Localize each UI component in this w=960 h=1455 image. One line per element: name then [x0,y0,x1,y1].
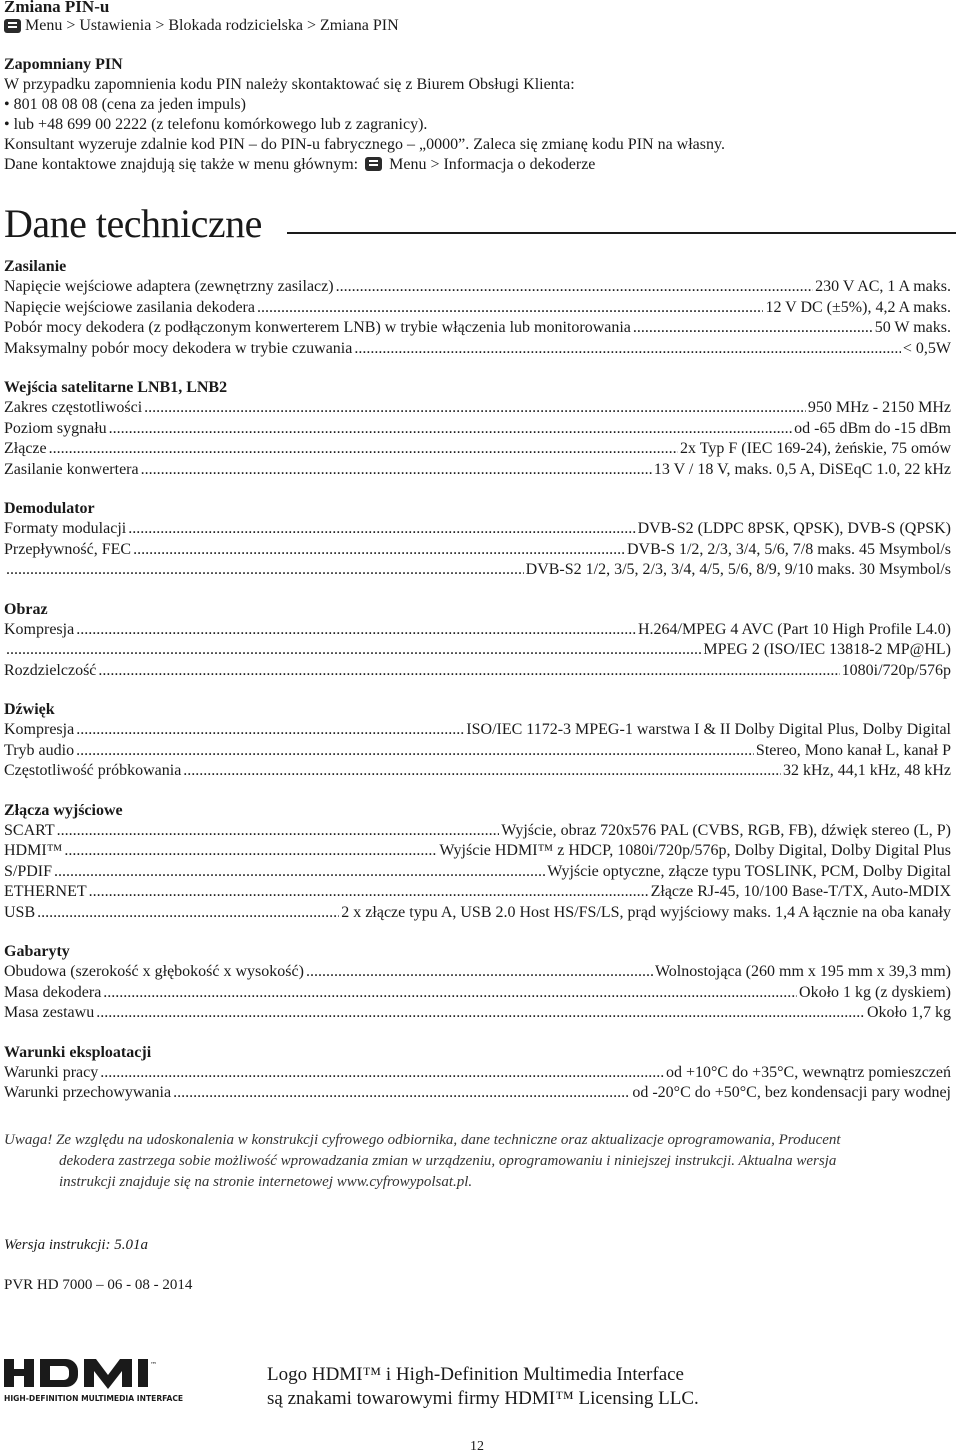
spec-value: DVB-S2 (LDPC 8PSK, QPSK), DVB-S (QPSK) [637,520,951,537]
dot-leader [37,903,339,924]
dot-leader [89,882,649,903]
spec-row [4,540,951,561]
spec-value: Około 1,7 kg [867,1004,951,1021]
forgotten-pin-section [4,55,725,175]
dot-leader [257,298,763,319]
spec-value: MPEG 2 (ISO/IEC 13818-2 MP@HL) [703,641,951,658]
breadcrumb-text: Menu > Ustawienia > Blokada rodzicielska > Zmiana PIN [25,17,399,34]
spec-row [4,983,951,1004]
spec-label: Poziom sygnału [4,419,107,437]
spec-row [4,419,951,440]
dot-leader [633,318,873,339]
tech-section [4,942,951,1024]
dot-leader [6,640,701,661]
dot-leader [103,983,797,1004]
dot-leader [76,720,464,741]
tech-section [4,1043,951,1104]
tech-data-title: Dane techniczne [4,201,262,246]
spec-value: od -65 dBm do -15 dBm [794,419,951,437]
section-heading: Zasilanie [4,258,67,275]
spec-row [4,339,951,360]
dot-leader [306,962,653,983]
trademark-line-2: są znakami towarowymi firmy HDMI™ Licensing LLC. [267,1388,699,1409]
spec-value: 2x Typ F (IEC 169-24), żeńskie, 75 omów [680,440,951,457]
spec-label: Zasilanie konwertera [4,460,139,478]
menu-icon [4,19,21,33]
svg-text:HIGH-DEFINITION MULTIMEDIA INT: HIGH-DEFINITION MULTIMEDIA INTERFACE [4,1394,184,1403]
spec-row [4,1063,951,1084]
pin-line-4: Konsultant wyzeruje zdalnie kod PIN – do PIN-u fabrycznego – „0000”. Zaleca się zmianę kodu PIN na własny. [4,136,725,153]
dot-leader [6,560,524,581]
note-line-2: dekodera zastrzega sobie możliwość wprowadzania zmian w urządzeniu, oprogramowaniu i niniejszej instrukcji. Aktualna wersja [59,1153,837,1169]
spec-row [4,318,951,339]
spec-row [4,962,951,983]
section-heading: Złącza wyjściowe [4,801,123,819]
spec-row [4,661,951,682]
spec-value: 1080i/720p/576p [841,661,951,679]
spec-row [4,560,951,581]
tech-sections [4,257,951,1123]
spec-row [4,841,951,862]
tech-section [4,378,951,480]
tech-section [4,257,951,359]
spec-value: Złącze RJ-45, 10/100 Base-T/TX, Auto-MDIX [650,883,951,900]
spec-label: Napięcie wejściowe zasilania dekodera [4,298,255,316]
spec-label: Maksymalny pobór mocy dekodera w trybie czuwania [4,339,353,357]
dot-leader [76,620,636,641]
spec-label: Pobór mocy dekodera (z podłączonym konwerterem LNB) w trybie włączenia lub monitorowania [4,319,631,336]
section-heading: Warunki eksploatacji [4,1043,152,1061]
spec-label: Napięcie wejściowe adaptera (zewnętrzny zasilacz) [4,278,334,295]
pin-line-1: W przypadku zapomnienia kodu PIN należy skontaktować się z Biurem Obsługi Klienta: [4,76,575,93]
dot-leader [98,661,839,682]
spec-value: DVB-S 1/2, 2/3, 3/4, 5/6, 7/8 maks. 45 Msymbol/s [626,540,951,558]
spec-value: Około 1 kg (z dyskiem) [799,983,951,1001]
tech-section [4,801,951,924]
disclaimer-note [4,1130,958,1193]
pin-line-3: • lub +48 699 00 2222 (z telefonu komórkowego lub z zagranicy). [4,116,428,133]
spec-row [4,519,951,540]
spec-value: DVB-S2 1/2, 3/5, 2/3, 3/4, 4/5, 5/6, 8/9, 9/10 maks. 30 Msymbol/s [525,561,951,578]
dot-leader [173,1083,630,1104]
spec-label: S/PDIF [4,862,53,880]
spec-label: Rozdzielczość [4,661,97,679]
spec-value: Stereo, Mono kanał L, kanał P [755,741,951,759]
menu-icon [365,157,382,171]
spec-value: 12 V DC (±5%), 4,2 A maks. [765,298,951,316]
tech-section [4,499,951,581]
trademark-text [267,1363,699,1411]
spec-row [4,761,951,782]
spec-label: Masa zestawu [4,1004,95,1021]
dot-leader [354,339,901,360]
spec-value: 230 V AC, 1 A maks. [815,278,951,295]
forgotten-pin-heading: Zapomniany PIN [4,56,123,73]
spec-label: Obudowa (szerokość x głębokość x wysokość) [4,963,304,980]
dot-leader [49,439,678,460]
spec-label: HDMI™ [4,842,63,859]
spec-label: USB [4,903,36,921]
dot-leader [336,277,814,298]
note-line-1: Uwaga! Ze względu na udoskonalenia w konstrukcji cyfrowego odbiornika, dane techniczne oraz aktualizacje oprogramowania, Producent [4,1132,841,1148]
spec-row [4,620,951,641]
spec-row [4,298,951,319]
dot-leader [144,398,806,419]
spec-row [4,1003,951,1024]
hdmi-logo [2,1357,197,1405]
spec-value: 32 kHz, 44,1 kHz, 48 kHz [783,762,951,779]
dot-leader [109,419,792,440]
spec-label: Formaty modulacji [4,520,127,537]
spec-label: Kompresja [4,721,75,738]
spec-label: Masa dekodera [4,983,102,1001]
spec-label: Warunki pracy [4,1063,99,1081]
spec-value: 13 V / 18 V, maks. 0,5 A, DiSEqC 1.0, 22 kHz [653,460,951,478]
dot-leader [100,1063,664,1084]
dot-leader [54,862,545,883]
page-number: 12 [470,1439,484,1454]
section-heading: Gabaryty [4,943,70,960]
spec-row [4,903,951,924]
spec-label: SCART [4,821,55,839]
dot-leader [141,460,652,481]
spec-label: Tryb audio [4,741,75,759]
spec-label: Przepływność, FEC [4,540,132,558]
spec-row [4,640,951,661]
spec-row [4,821,951,842]
spec-label: Kompresja [4,620,75,638]
spec-value: < 0,5W [902,339,951,357]
spec-value: ISO/IEC 1172-3 MPEG-1 warstwa I & II Dolby Digital Plus, Dolby Digital [466,721,951,738]
pin-line-5-text: Dane kontaktowe znajdują się także w menu głównym: [4,156,359,173]
tech-section [4,600,951,682]
spec-row [4,398,951,419]
spec-row [4,439,951,460]
spec-value: od -20°C do +50°C, bez kondensacji pary wodnej [632,1084,951,1101]
dot-leader [96,1003,865,1024]
spec-value: 50 W maks. [874,319,951,336]
dot-leader [64,841,437,862]
model-date: PVR HD 7000 – 06 - 08 - 2014 [4,1277,193,1293]
spec-row [4,741,951,762]
spec-label: Złącze [4,440,47,457]
spec-label: Częstotliwość próbkowania [4,762,182,779]
trademark-line-1: Logo HDMI™ i High-Definition Multimedia Interface [267,1364,684,1385]
section-heading: Obraz [4,600,48,618]
section-heading: Demodulator [4,500,95,517]
page-heading: Zmiana PIN-u [4,0,110,16]
spec-value: Wyjście, obraz 720x576 PAL (CVBS, RGB, FB), dźwięk stereo (L, P) [501,821,951,839]
dot-leader [76,741,754,762]
pin-line-5 [4,155,725,175]
spec-row [4,277,951,298]
spec-label: ETHERNET [4,883,87,900]
section-heading: Dźwięk [4,701,55,718]
spec-value: 950 MHz - 2150 MHz [807,399,951,416]
spec-value: Wolnostojąca (260 mm x 195 mm x 39,3 mm) [654,963,951,980]
spec-value: H.264/MPEG 4 AVC (Part 10 High Profile L4.0) [637,620,951,638]
pin-line-2: • 801 08 08 08 (cena za jeden impuls) [4,96,246,113]
dot-leader [128,519,635,540]
section-heading: Wejścia satelitarne LNB1, LNB2 [4,379,228,396]
spec-row [4,460,951,481]
spec-value: od +10°C do +35°C, wewnątrz pomieszczeń [666,1063,951,1081]
dot-leader [183,761,781,782]
pin-line-5-path: Menu > Informacja o dekoderze [389,156,596,173]
tech-section [4,700,951,782]
spec-value: Wyjście optyczne, złącze typu TOSLINK, PCM, Dolby Digital [547,862,951,880]
manual-version: Wersja instrukcji: 5.01a [4,1237,149,1253]
spec-row [4,720,951,741]
title-rule [287,232,956,234]
breadcrumb [4,17,399,35]
spec-row [4,1083,951,1104]
spec-row [4,862,951,883]
spec-value: Wyjście HDMI™ z HDCP, 1080i/720p/576p, Dolby Digital, Dolby Digital Plus [439,842,951,859]
dot-leader [57,821,500,842]
spec-row [4,882,951,903]
svg-text:™: ™ [150,1361,157,1369]
dot-leader [133,540,625,561]
spec-label: Warunki przechowywania [4,1084,172,1101]
note-line-3: instrukcji znajduje się na stronie internetowej www.cyfrowypolsat.pl. [59,1174,473,1190]
spec-label: Zakres częstotliwości [4,399,143,416]
spec-value: 2 x złącze typu A, USB 2.0 Host HS/FS/LS, prąd wyjściowy maks. 1,4 A łącznie na oba kanały [341,903,951,921]
